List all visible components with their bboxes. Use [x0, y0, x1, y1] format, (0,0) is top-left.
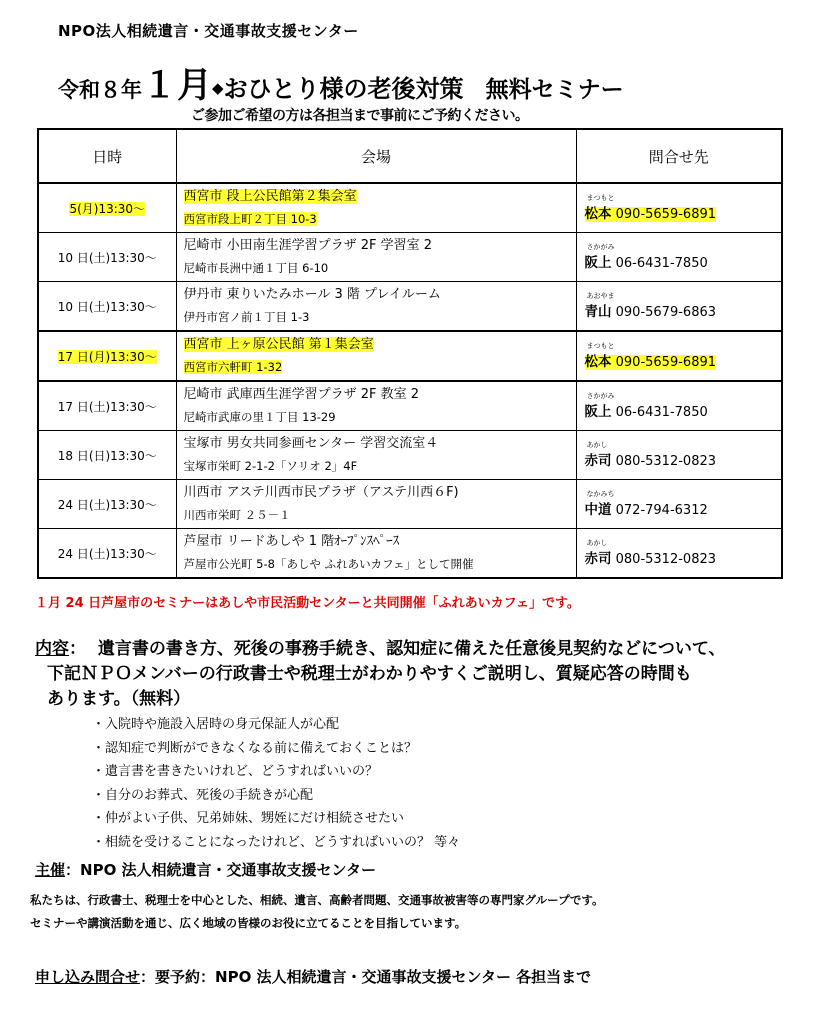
table-row	[38, 282, 782, 332]
content-label: 内容	[35, 639, 69, 659]
table-row	[38, 529, 782, 579]
contact-name: 中道	[584, 502, 612, 518]
diamond-icon: ◆	[212, 79, 224, 97]
row-date: 18 日(日)13:30〜	[38, 431, 176, 480]
contact-phone: 090-5659-6891	[615, 355, 717, 370]
venue-name: 西宮市 上ヶ原公民館 第１集会室	[183, 337, 374, 352]
row-venue	[176, 431, 576, 480]
row-contact	[576, 233, 782, 282]
list-item: ・自分のお葬式、死後の手続きが心配	[92, 787, 314, 803]
venue-address: 尼崎市武庫の里１丁目 13-29	[183, 410, 336, 424]
contact-furigana: あかし	[586, 441, 608, 449]
bullet-list	[92, 713, 460, 854]
row-venue	[176, 529, 576, 579]
venue-address: 尼崎市長洲中通１丁目 6-10	[183, 261, 329, 275]
header-contact: 問合せ先	[576, 129, 782, 183]
table-row	[38, 183, 782, 233]
venue-name: 伊丹市 東りいたみホール 3 階 プレイルーム	[183, 287, 441, 302]
row-date: 17 日(月)13:30〜	[38, 331, 176, 381]
contact-phone: 080-5312-0823	[615, 454, 717, 469]
description	[30, 889, 604, 935]
contact-name: 青山	[584, 304, 612, 320]
contact-furigana: さかがみ	[586, 243, 615, 251]
row-date: 5(月)13:30〜	[38, 183, 176, 233]
contact-phone: 06-6431-7850	[615, 256, 708, 271]
venue-name: 芦屋市 リードあしや 1 階ｵｰﾌﾟﾝｽﾍﾟｰｽ	[183, 534, 400, 549]
list-item: ・認知症で判断ができなくなる前に備えておくことは？	[92, 740, 418, 756]
row-contact	[576, 480, 782, 529]
contact-phone: 090-5659-6891	[615, 207, 717, 222]
header-date: 日時	[38, 129, 176, 183]
content-line-1: 遺言書の書き方、死後の事務手続き、認知症に備えた任意後見契約などについて、	[97, 639, 726, 659]
apply-section	[35, 966, 591, 987]
table-row	[38, 381, 782, 431]
row-date: 10 日(土)13:30〜	[38, 282, 176, 332]
contact-furigana: まつもと	[586, 342, 615, 350]
venue-address: 芦屋市公光町 5-8「あしや ふれあいカフェ」として開催	[183, 557, 474, 571]
table-row	[38, 431, 782, 480]
row-contact	[576, 529, 782, 579]
host-text: ：NPO 法人相続遺言・交通事故支援センター	[65, 861, 376, 879]
venue-address: 伊丹市宮ノ前１丁目 1-3	[183, 310, 310, 324]
content-line-3: あります。（無料）	[47, 689, 191, 709]
apply-text: ：要予約：NPO 法人相続遺言・交通事故支援センター 各担当まで	[140, 968, 592, 986]
venue-address: 西宮市六軒町 1-32	[183, 360, 283, 374]
row-venue	[176, 331, 576, 381]
reservation-notice: ご参加ご希望の方は各担当まで事前にご予約ください。	[191, 108, 529, 124]
venue-name: 川西市 アステ川西市民プラザ（アステ川西６F)	[183, 485, 459, 500]
table-header-row	[38, 129, 782, 183]
row-venue	[176, 233, 576, 282]
table-row	[38, 480, 782, 529]
venue-name: 尼崎市 武庫西生涯学習プラザ 2F 教室 2	[183, 387, 420, 402]
contact-phone: 080-5312-0823	[615, 552, 717, 567]
row-contact	[576, 381, 782, 431]
contact-furigana: まつもと	[586, 194, 615, 202]
title-main: おひとり様の老後対策	[223, 75, 464, 103]
contact-phone: 090-5679-6863	[615, 305, 717, 320]
list-item: ・遺言書を書きたいけれど、どうすればいいの？	[92, 764, 379, 779]
page-title	[58, 58, 624, 108]
schedule-table	[37, 128, 783, 579]
content-colon: ：	[69, 639, 86, 659]
host-section	[35, 859, 376, 880]
title-free: 無料セミナー	[485, 77, 624, 103]
venue-address: 西宮市段上町２丁目 10-3	[183, 212, 317, 226]
list-item: ・仲がよい子供、兄弟姉妹、甥姪にだけ相続させたい	[92, 811, 405, 826]
venue-address: 川西市栄町 ２５－１	[183, 508, 291, 522]
venue-name: 西宮市 段上公民館第２集会室	[183, 189, 357, 204]
contact-name: 赤司	[584, 551, 612, 567]
table-row	[38, 331, 782, 381]
contact-furigana: あかし	[586, 539, 608, 547]
content-line-2: 下記ＮＰＯメンバーの行政書士や税理士がわかりやすくご説明し、質疑応答の時間も	[47, 664, 692, 684]
org-header: NPO法人相続遺言・交通事故支援センター	[58, 22, 359, 40]
row-venue	[176, 282, 576, 332]
venue-name: 宝塚市 男女共同参画センター 学習交流室４	[183, 436, 439, 451]
description-line-1: 私たちは、行政書士、税理士を中心とした、相続、遺言、高齢者問題、交通事故被害等の専門家グループです。	[30, 893, 604, 907]
contact-name: 松本	[584, 206, 612, 222]
title-prefix: 令和８年	[58, 78, 142, 102]
content-section	[35, 637, 795, 712]
contact-furigana: なかみち	[586, 490, 615, 498]
row-contact	[576, 331, 782, 381]
row-date: 24 日(土)13:30〜	[38, 529, 176, 579]
contact-furigana: あおやま	[586, 292, 615, 300]
row-contact	[576, 183, 782, 233]
row-venue	[176, 381, 576, 431]
apply-label: 申し込み問合せ	[35, 968, 141, 986]
host-label: 主催	[35, 861, 66, 879]
description-line-2: セミナーや講演活動を通じ、広く地域の皆様のお役に立てることを目指しています。	[30, 916, 467, 930]
contact-name: 阪上	[584, 255, 612, 271]
row-contact	[576, 282, 782, 332]
title-month: １月	[142, 66, 213, 106]
header-venue: 会場	[176, 129, 576, 183]
table-row	[38, 233, 782, 282]
red-note: １月 24 日芦屋市のセミナーはあしや市民活動センターと共同開催「ふれあいカフェ」です。	[35, 596, 580, 611]
venue-address: 宝塚市栄町 2-1-2「ソリオ 2」4F	[183, 459, 358, 473]
contact-name: 赤司	[584, 453, 612, 469]
row-date: 10 日(土)13:30〜	[38, 233, 176, 282]
venue-name: 尼崎市 小田南生涯学習プラザ 2F 学習室 2	[183, 238, 433, 253]
contact-name: 松本	[584, 354, 612, 370]
contact-phone: 072-794-6312	[615, 503, 708, 518]
row-date: 24 日(土)13:30〜	[38, 480, 176, 529]
row-venue	[176, 183, 576, 233]
row-date: 17 日(土)13:30〜	[38, 381, 176, 431]
contact-name: 阪上	[584, 404, 612, 420]
list-item: ・入院時や施設入居時の身元保証人が心配	[92, 717, 340, 732]
row-venue	[176, 480, 576, 529]
row-contact	[576, 431, 782, 480]
list-item: ・相続を受けることになったけれど、どうすればいいの？ 等々	[92, 834, 461, 850]
contact-phone: 06-6431-7850	[615, 405, 708, 420]
contact-furigana: さかがみ	[586, 392, 615, 400]
